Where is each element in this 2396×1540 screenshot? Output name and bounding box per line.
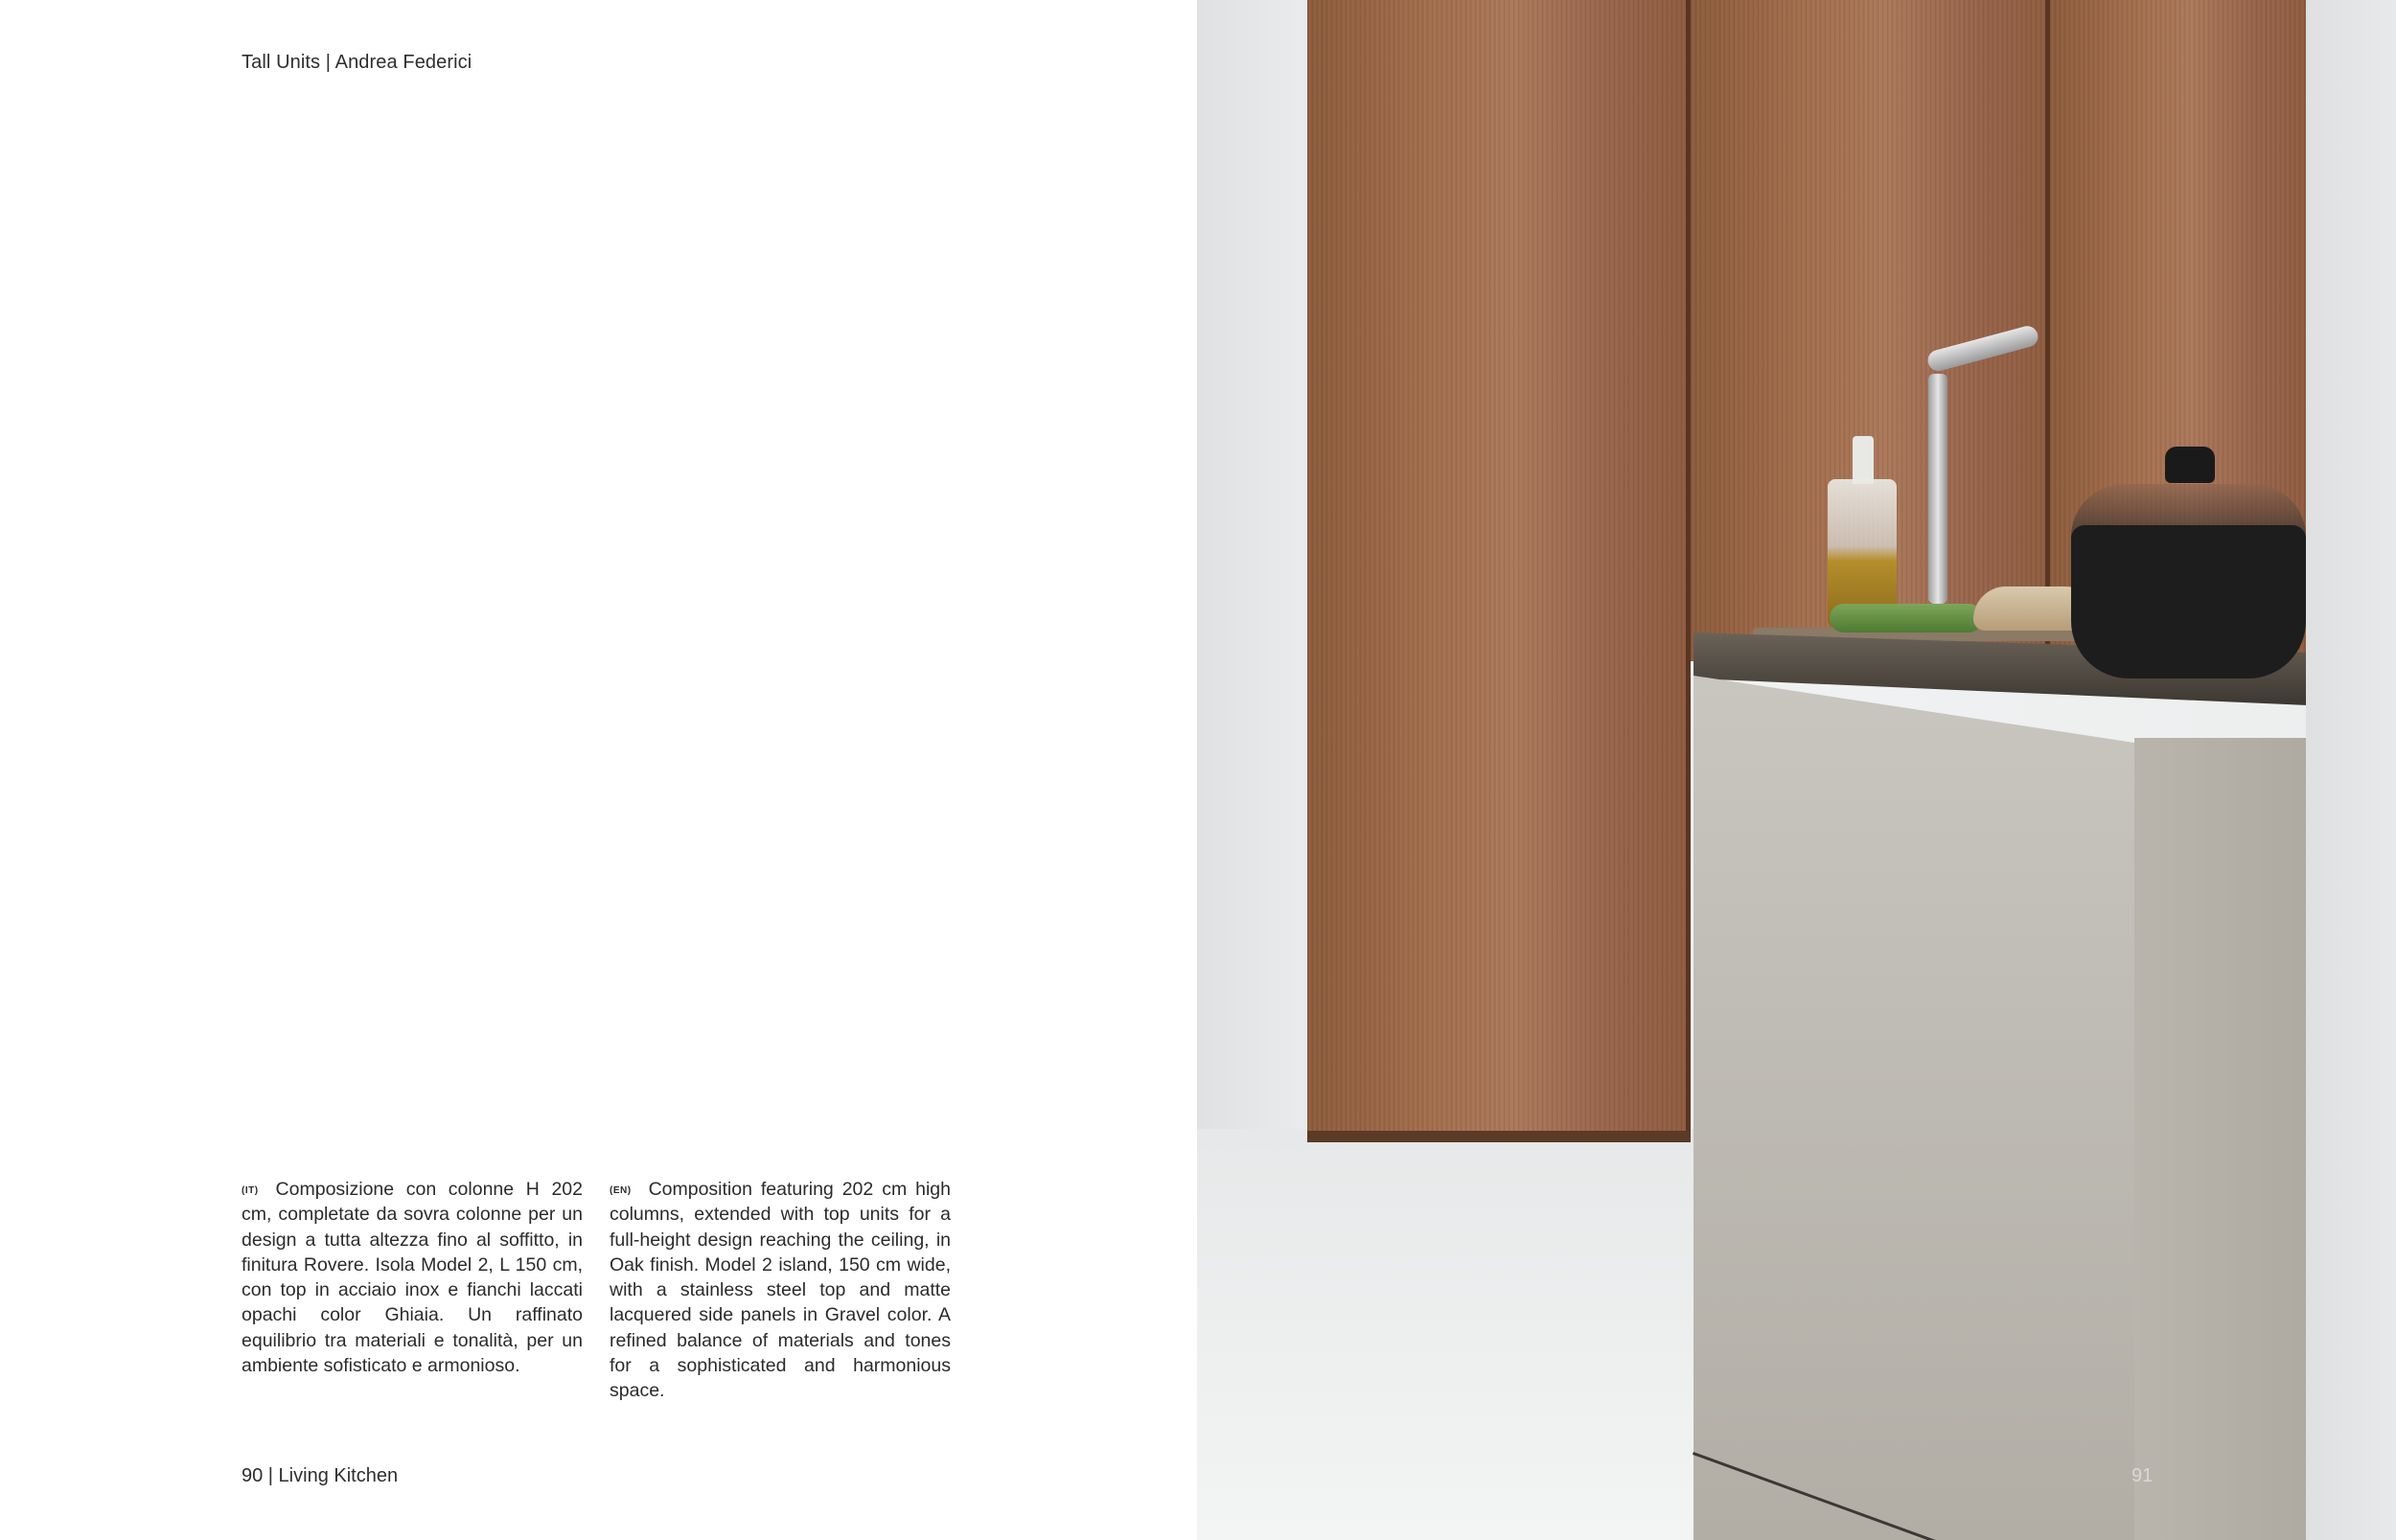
- tall-unit-panel-1: [1307, 0, 1686, 1140]
- tall-unit-plinth: [1307, 1131, 1691, 1142]
- wall-right: [2306, 0, 2396, 1540]
- oil-bottle-cap: [1853, 436, 1874, 484]
- description-english: [610, 1177, 951, 1404]
- wall: [1197, 0, 1307, 1131]
- description-italian: [242, 1177, 583, 1378]
- kitchen-island: [1693, 632, 2396, 1540]
- panel-seam: [2045, 0, 2050, 661]
- herbs: [1830, 604, 1983, 632]
- description-italian-body: Composizione con colonne H 202 cm, completate da sovra colonne per un design a tutta altezza fino al soffitto, in finitura Rovere. Isola Model 2, L 150 cm, con top in acciaio inox e fianchi laccati opachi color Ghiaia. Un raffinato equilibrio tra materiali e tonalità, per un ambiente sofisticato e armonioso.: [242, 1179, 583, 1377]
- description-english-body: Composition featuring 202 cm high columns, extended with top units for a full-height design reaching the ceiling, in Oak finish. Model 2 island, 150 cm wide, with a stainless steel top and matte lacquered side panels in Gravel color. A refined balance of materials and tones for a sophisticated and harmonious space.: [610, 1179, 951, 1402]
- running-header: Tall Units | Andrea Federici: [242, 52, 472, 73]
- kitchen-photo: [1197, 0, 2396, 1540]
- faucet: [1928, 374, 1947, 604]
- page-footer-left: 90 | Living Kitchen: [242, 1465, 399, 1486]
- language-tag-it: (IT): [242, 1185, 259, 1196]
- page-footer-right: 91: [2131, 1465, 2154, 1486]
- island-front-panel: [1693, 676, 2134, 1540]
- pot-lid-knob: [2165, 447, 2215, 483]
- cooking-pot: [2071, 525, 2306, 678]
- language-tag-en: (EN): [610, 1185, 632, 1196]
- left-page: [0, 0, 1197, 1540]
- panel-seam: [1686, 0, 1691, 1140]
